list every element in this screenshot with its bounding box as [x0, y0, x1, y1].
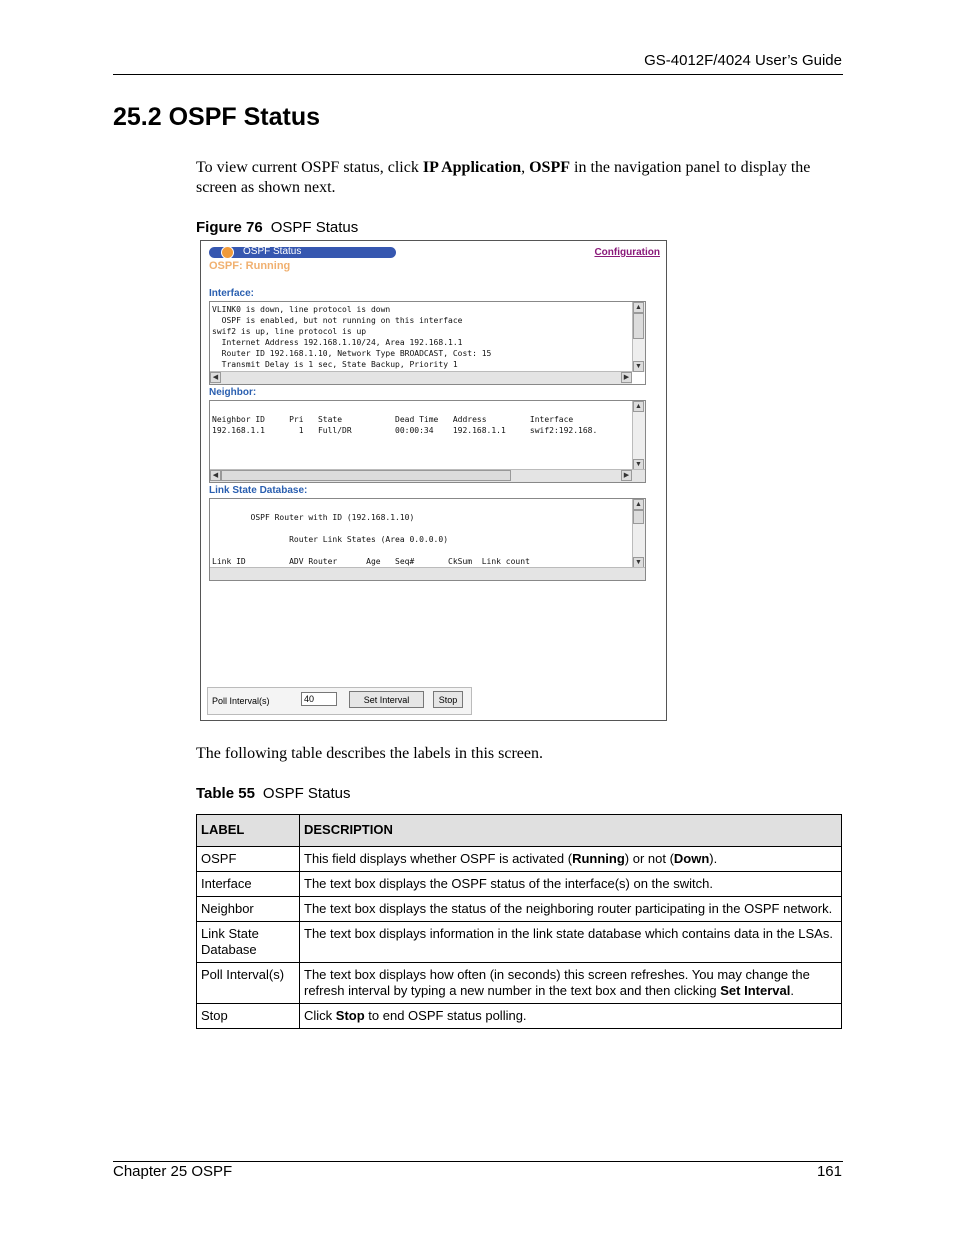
scroll-thumb[interactable] — [221, 470, 511, 481]
row-description: The text box displays how often (in seconds) this screen refreshes. You may change the refresh interval by typing a new number in the text box and then clicking Set Interval. — [300, 963, 842, 1004]
row-description: The text box displays information in the link state database which contains data in the LSAs. — [300, 922, 842, 963]
figure-title: OSPF Status — [270, 219, 359, 236]
lsdb-text: OSPF Router with ID (192.168.1.10) Router Link States (Area 0.0.0.0) Link ID ADV Router Age Seq# CkSum Link count — [212, 513, 530, 566]
table-number: Table 55 — [196, 785, 255, 802]
column-header-label: LABEL — [197, 815, 300, 847]
lsdb-hscrollbar[interactable] — [210, 567, 645, 580]
table-row — [197, 963, 842, 1004]
row-description: Click Stop to end OSPF status polling. — [300, 1004, 842, 1029]
header-rule — [113, 74, 843, 75]
lsdb-textbox[interactable] — [209, 498, 646, 581]
intro-bold-ospf: OSPF — [529, 159, 570, 176]
poll-panel — [207, 687, 472, 715]
following-text: The following table describes the labels in this screen. — [196, 745, 544, 762]
scroll-down-icon[interactable]: ▼ — [633, 557, 644, 568]
row-description: The text box displays the status of the neighboring router participating in the OSPF network. — [300, 897, 842, 922]
interface-text: VLINK0 is down, line protocol is down OSPF is enabled, but not running on this interface swif2 is up, line protocol is up Internet Address 192.168.1.10/24, Area 192.168.1.1 Router ID 192.168.1.10, Network Type BROADCAST, Cost: 15 Transmit Delay is 1 sec, State Backup, Priority 1 — [212, 305, 492, 369]
row-label: Poll Interval(s) — [197, 963, 300, 1004]
neighbor-label: Neighbor: — [209, 387, 257, 398]
row-label: OSPF — [197, 847, 300, 872]
row-description: The text box displays the OSPF status of the interface(s) on the switch. — [300, 872, 842, 897]
table-row — [197, 1004, 842, 1029]
table-row — [197, 922, 842, 963]
row-label: Stop — [197, 1004, 300, 1029]
guide-title: GS-4012F/4024 User’s Guide — [644, 52, 842, 69]
intro-paragraph — [196, 158, 846, 198]
interface-vscrollbar[interactable] — [632, 302, 645, 372]
scroll-down-icon[interactable]: ▼ — [633, 459, 644, 470]
column-header-description: DESCRIPTION — [300, 815, 842, 847]
scroll-left-icon[interactable]: ◀ — [210, 372, 221, 383]
neighbor-textbox[interactable] — [209, 400, 646, 483]
scroll-thumb[interactable] — [633, 313, 644, 339]
table-row — [197, 897, 842, 922]
scroll-right-icon[interactable]: ▶ — [621, 372, 632, 383]
figure-caption — [196, 219, 358, 236]
table-header-row — [197, 815, 842, 847]
row-label: Interface — [197, 872, 300, 897]
table-title: OSPF Status — [262, 785, 351, 802]
table-row — [197, 872, 842, 897]
row-label: Neighbor — [197, 897, 300, 922]
footer-chapter: Chapter 25 OSPF — [113, 1163, 233, 1180]
scroll-left-icon[interactable]: ◀ — [210, 470, 221, 481]
neighbor-hscrollbar[interactable] — [210, 469, 645, 482]
lsdb-label: Link State Database: — [209, 485, 308, 496]
row-description: This field displays whether OSPF is activated (Running) or not (Down). — [300, 847, 842, 872]
ospf-running-status: OSPF: Running — [209, 260, 291, 272]
neighbor-text: Neighbor ID Pri State Dead Time Address Interface 192.168.1.1 1 Full/DR 00:00:34 192.168.1.1 swif2:192.168. — [212, 415, 598, 435]
figure-number: Figure 76 — [196, 219, 263, 236]
interface-label: Interface: — [209, 288, 255, 299]
scroll-right-icon[interactable]: ▶ — [621, 470, 632, 481]
screen-title: OSPF Status — [243, 246, 302, 257]
poll-interval-label: Poll Interval(s) — [212, 696, 270, 706]
footer-rule — [113, 1161, 843, 1162]
row-label: Link State Database — [197, 922, 300, 963]
interface-textbox[interactable] — [209, 301, 646, 385]
interface-hscrollbar[interactable] — [210, 371, 632, 384]
stop-button[interactable]: Stop — [433, 691, 463, 708]
lsdb-vscrollbar[interactable] — [632, 499, 645, 568]
description-table — [196, 814, 842, 1029]
table-row — [197, 847, 842, 872]
table-caption — [196, 785, 350, 802]
neighbor-vscrollbar[interactable] — [632, 401, 645, 470]
scroll-up-icon[interactable]: ▲ — [633, 499, 644, 510]
scroll-up-icon[interactable]: ▲ — [633, 302, 644, 313]
scroll-down-icon[interactable]: ▼ — [633, 361, 644, 372]
intro-bold-ip-application: IP Application — [422, 159, 522, 176]
screen-title-bar — [209, 247, 396, 258]
intro-text-1: To view current OSPF status, click — [196, 159, 423, 176]
section-title: 25.2 OSPF Status — [113, 103, 321, 131]
page-number: 161 — [816, 1163, 842, 1180]
ospf-status-screenshot — [200, 240, 667, 721]
title-bullet-icon — [221, 246, 234, 259]
scroll-thumb[interactable] — [633, 510, 644, 524]
intro-sep: , — [521, 159, 530, 176]
scroll-up-icon[interactable]: ▲ — [633, 401, 644, 412]
set-interval-button[interactable]: Set Interval — [349, 691, 424, 708]
configuration-link[interactable]: Configuration — [594, 247, 660, 258]
poll-interval-input[interactable] — [301, 692, 337, 706]
intro-text-2: in the navigation panel to display the screen as shown next. — [196, 159, 811, 196]
